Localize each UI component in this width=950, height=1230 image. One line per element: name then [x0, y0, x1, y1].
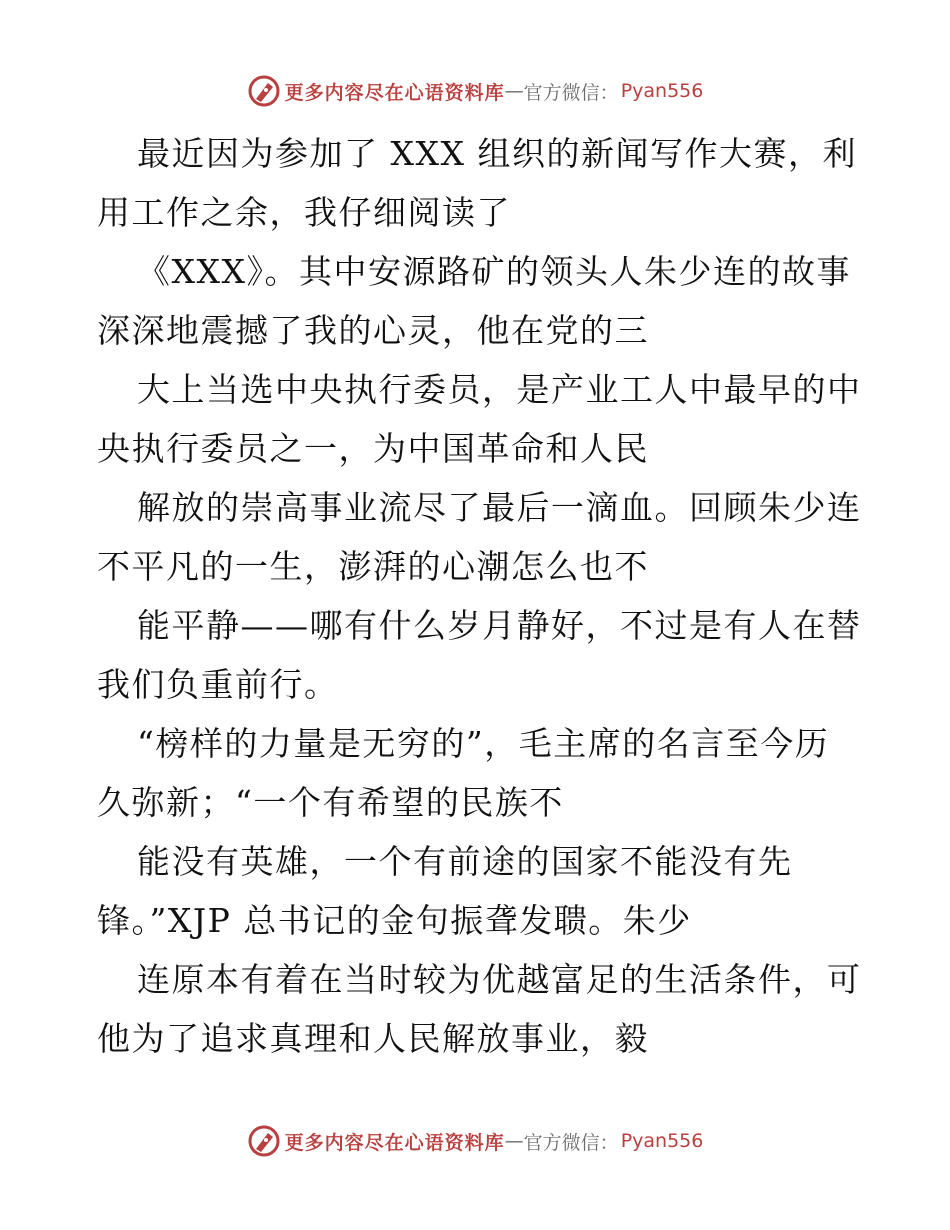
watermark-id: Pyan556	[620, 80, 704, 102]
text-line: 用工作之余，我仔细阅读了	[97, 193, 511, 232]
document-body	[97, 124, 867, 1068]
pen-nib-circle-icon	[247, 1124, 281, 1158]
text-line: 连原本有着在当时较为优越富足的生活条件，可	[137, 960, 862, 999]
text-line: 最近因为参加了 XXX 组织的新闻写作大赛，利	[137, 134, 857, 173]
text-line: 能平静——哪有什么岁月静好，不过是有人在替	[137, 606, 862, 645]
text-line: “榜样的力量是无穷的”，毛主席的名言至今历	[137, 724, 830, 763]
text-line: 能没有英雄，一个有前途的国家不能没有先	[137, 842, 793, 881]
header-watermark	[0, 71, 950, 111]
watermark-text: 更多内容尽在心语资料库	[284, 81, 505, 104]
text-line: 《XXX》。其中安源路矿的领头人朱少连的故事	[137, 252, 851, 291]
watermark-label: 官方微信：	[523, 1131, 619, 1154]
watermark-text: 更多内容尽在心语资料库	[284, 1131, 505, 1154]
watermark-label: 官方微信：	[523, 81, 619, 104]
pen-nib-circle-icon	[247, 74, 281, 108]
watermark-separator: —	[504, 80, 524, 102]
watermark-id: Pyan556	[620, 1130, 704, 1152]
text-line: 锋。”XJP 总书记的金句振聋发聩。朱少	[97, 901, 692, 940]
text-line: 解放的崇高事业流尽了最后一滴血。回顾朱少连	[137, 488, 862, 527]
text-line: 深深地震撼了我的心灵，他在党的三	[97, 311, 649, 350]
text-line: 他为了追求真理和人民解放事业，毅	[97, 1019, 649, 1058]
text-line: 大上当选中央执行委员，是产业工人中最早的中	[137, 370, 862, 409]
footer-watermark	[0, 1121, 950, 1161]
text-line: 不平凡的一生，澎湃的心潮怎么也不	[97, 547, 649, 586]
text-line: 央执行委员之一，为中国革命和人民	[97, 429, 649, 468]
text-line: 我们负重前行。	[97, 665, 339, 704]
text-line: 久弥新；“一个有希望的民族不	[97, 783, 564, 822]
watermark-separator: —	[504, 1130, 524, 1152]
